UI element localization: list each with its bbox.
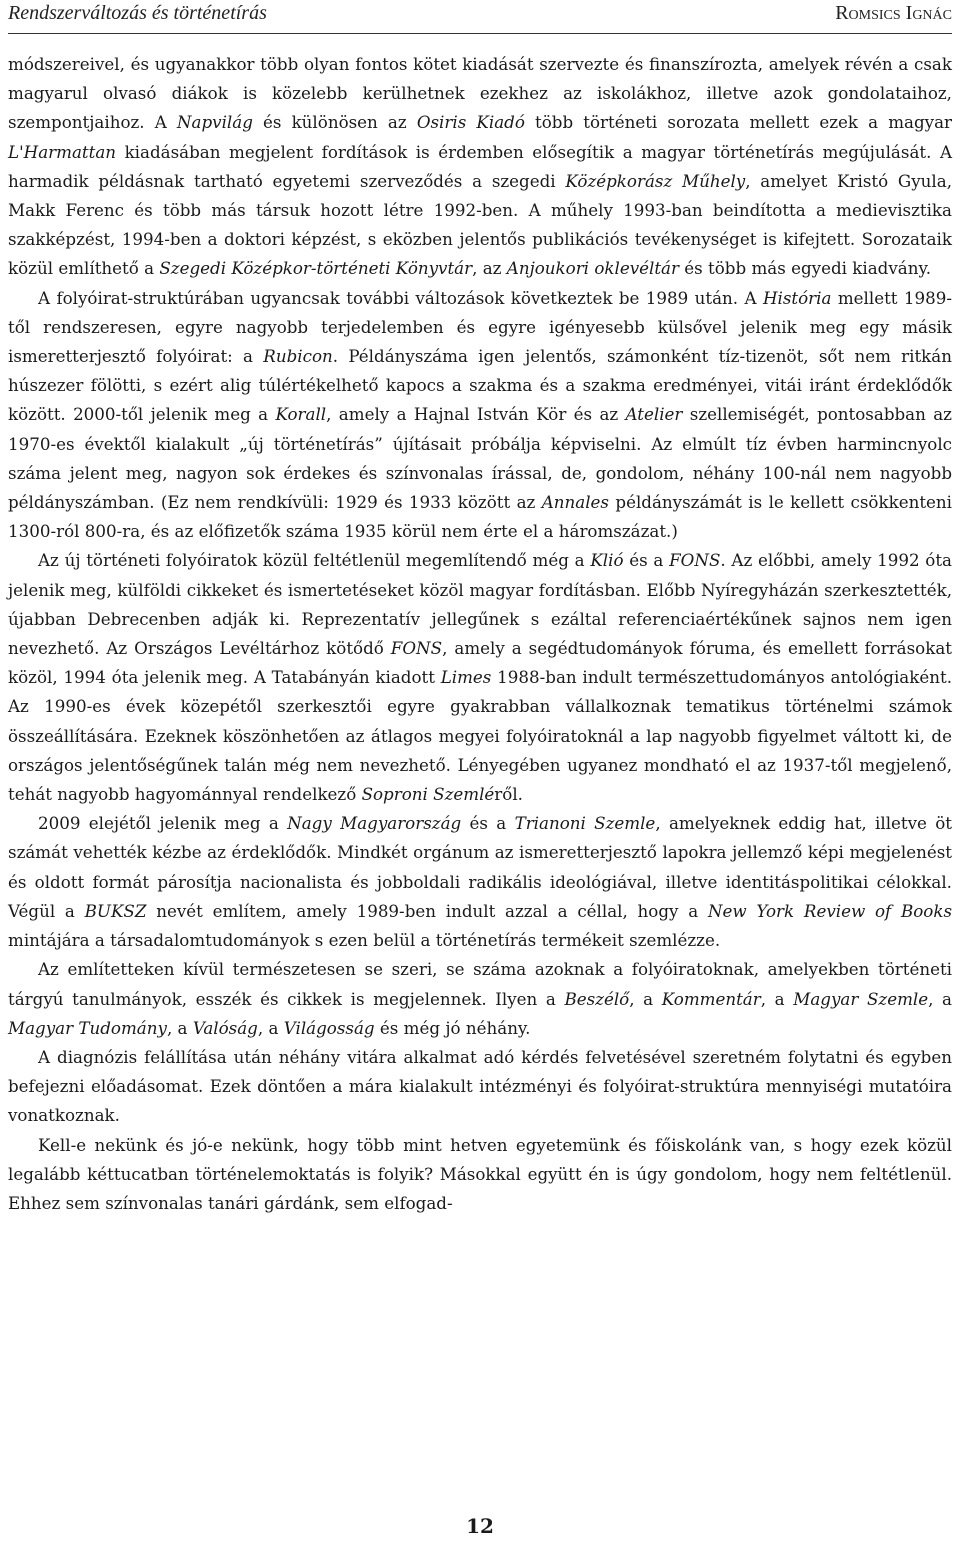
text-run: . Az előbbi, amely 1992 óta jelenik meg, külföldi cikkeket és ismertetéseket közöl magyar fordításban. Előbb Nyíregyházán szerkesztették, újabban Debrecenben adják ki. Reprezentatív jellegűnek s ezáltal referenciaértékűnek sajnos nem igen nevezhető. Az Országos Levéltárhoz kötődő: [8, 550, 952, 659]
italic-title: Osiris Kiadó: [416, 112, 525, 133]
text-run: 1988-ban indult természettudományos antológiaként. Az 1990-es évek közepétől szerkesztői egyre gyakrabban vállalkoznak tematikus történelmi számok összeállítására. Ezeknek köszönhetően az átlagos megyei folyóiratoknál a lap nagyobb figyelmet váltott ki, de országos jelentőségűnek talán még nem nevezhető. Lényegében ugyanez mondható el az 1937-től megjelenő, tehát nagyobb hagyománnyal rendelkező: [8, 667, 952, 805]
text-run: módszereivel, és ugyanakkor több olyan fontos kötet kiadását szervezte és finanszírozta, amelyek révén a csak magyarul olvasó diákok is közelebb kerülhetnek ezekhez az iskolákhoz, illetve azok gondolataihoz, szempontjaihoz. A: [8, 54, 952, 133]
italic-title: Soproni Szemlé: [361, 784, 495, 805]
italic-title: FONS: [669, 550, 721, 571]
italic-title: Kommentár: [661, 988, 761, 1009]
text-run: . Példányszáma igen jelentős, számonként tíz-tizenöt, sőt nem ritkán húszezer fölötti, s ezért alig túlértékelhető kapocs a szakma és a szakma eredményei, vitái iránt érdeklődők között. 2000-től jelenik meg a: [8, 346, 952, 425]
italic-title: Limes: [440, 667, 492, 688]
text-run: , a: [257, 1017, 284, 1038]
text-run: Az említetteken kívül természetesen se szeri, se száma azoknak a folyóiratoknak, amelyekben történeti tárgyú tanulmányok, esszék és cikkek is megjelennek. Ilyen a: [8, 959, 952, 1009]
italic-title: L'Harmattan: [8, 141, 117, 162]
paragraph: [8, 1131, 952, 1219]
text-run: nevét említem, amely 1989-ben indult azzal a céllal, hogy a: [146, 900, 708, 921]
running-header: [8, 0, 952, 28]
italic-title: História: [762, 287, 832, 308]
italic-title: FONS: [390, 638, 443, 659]
text-run: , amelyet Kristó Gyula, Makk Ferenc és több más társuk hozott létre 1992-ben. A műhely 1993-ban beindította a medievisztika szakképzést, 1994-ben a doktori képzést, s eközben jelentős publikációs tevékenységet is kifejtett. Sorozataik közül említhető a: [8, 170, 952, 279]
header-author: Romsics Ignác: [835, 2, 952, 24]
text-run: mellett 1989-től rendszeresen, egyre nagyobb terjedelemben és egyre igényesebb külsővel jelenik meg egy másik ismeretterjesztő folyóirat: a: [8, 287, 952, 367]
text-run: ről.: [494, 784, 523, 805]
italic-title: Annales: [541, 492, 609, 513]
paragraph: [8, 955, 952, 1043]
text-run: Kell-e nekünk és jó-e nekünk, hogy több mint hetven egyetemünk és főiskolánk van, s hogy ezek közül legalább kéttucatban történelemoktatás is folyik? Másokkal együtt én is úgy gondolom, hogy nem feltétlenül. Ehhez sem színvonalas tanári gárdánk, sem elfogad-: [8, 1134, 952, 1213]
paragraph: [8, 1043, 952, 1131]
italic-title: Korall: [275, 404, 327, 425]
text-run: , a: [760, 988, 794, 1009]
text-run: , a: [629, 988, 662, 1009]
text-run: és különösen az: [252, 112, 417, 133]
paragraph: [8, 809, 952, 955]
italic-title: New York Review of Books: [707, 900, 953, 921]
paragraph: [8, 50, 952, 284]
italic-title: Valóság: [192, 1017, 258, 1038]
italic-title: Anjoukori oklevéltár: [506, 258, 679, 279]
text-run: 2009 elejétől jelenik meg a: [38, 813, 288, 834]
italic-title: Középkorász Műhely: [565, 170, 746, 191]
italic-title: Klió: [590, 550, 624, 571]
italic-title: Magyar Tudomány: [8, 1017, 167, 1038]
text-run: és a: [461, 813, 515, 834]
text-run: példányszámát is le kellett csökkenteni 1300-ról 800-ra, és az előfizetők száma 1935 körül nem érte el a háromszázat.): [8, 492, 952, 542]
italic-title: Szegedi Középkor-történeti Könyvtár: [159, 258, 473, 279]
text-run: , a: [166, 1017, 193, 1038]
text-run: és a: [623, 550, 670, 571]
italic-title: Atelier: [625, 404, 683, 425]
text-run: Az új történeti folyóiratok közül feltétlenül megemlítendő még a: [38, 550, 591, 571]
italic-title: Magyar Szemle: [793, 988, 929, 1009]
text-run: A diagnózis felállítása után néhány vitára alkalmat adó kérdés felvetésével szeretném folytatni és egyben befejezni előadásomat. Ezek döntően a mára kialakult intézményi és folyóirat-struktúra mennyiségi mutatóira vonatkoznak.: [8, 1046, 952, 1126]
italic-title: Világosság: [283, 1017, 375, 1038]
paragraph: [8, 546, 952, 809]
text-run: mintájára a társadalomtudományok s ezen belül a történetírás termékeit szemlézze.: [8, 930, 721, 951]
text-run: több történeti sorozata mellett ezek a magyar: [524, 112, 953, 133]
paragraph: [8, 284, 952, 547]
text-run: , az: [472, 258, 507, 279]
italic-title: BUKSZ: [84, 900, 147, 921]
header-title: Rendszerváltozás és történetírás: [8, 2, 267, 24]
text-run: , amely a segédtudományok fóruma, és emellett forrásokat közöl, 1994 óta jelenik meg. A Tatabányán kiadott: [8, 638, 952, 688]
text-run: szellemiségét, pontosabban az 1970-es évektől kialakult „új történetírás” újításait próbálja képviselni. Az elmúlt tíz évben harmincnyolc száma jelent meg, nagyon sok érdekes és színvonalas írással, de, gondolom, néhány 100-nál nem nagyobb példányszámban. (Ez nem rendkívüli: 1929 és 1933 között az: [8, 404, 952, 513]
page-number: 12: [466, 1514, 494, 1538]
header-divider: [8, 33, 952, 34]
italic-title: Trianoni Szemle: [514, 813, 656, 834]
text-run: kiadásában megjelent fordítások is érdemben elősegítik a magyar történetírás megújulását. A harmadik példásnak tartható egyetemi szerveződés a szegedi: [8, 141, 952, 191]
italic-title: Rubicon: [263, 346, 333, 367]
text-run: , amelyeknek eddig hat, illetve öt számát vehették kézbe az érdeklődők. Mindkét orgánum az ismeretterjesztő lapokra jellemző képi megjelenést és oldott formát párosítja nacionalista és jobboldali radikális ideológiával, illetve identitáspolitikai célokkal. Végül a: [8, 813, 953, 921]
body-text: [8, 50, 952, 1218]
text-run: és több más egyedi kiadvány.: [678, 258, 931, 279]
text-run: , amely a Hajnal István Kör és az: [326, 404, 626, 425]
text-run: A folyóirat-struktúrában ugyancsak további változások következtek be 1989 után. A: [38, 287, 763, 308]
text-run: és még jó néhány.: [374, 1017, 531, 1038]
italic-title: Beszélő: [564, 988, 630, 1009]
italic-title: Napvilág: [176, 112, 253, 133]
text-run: , a: [928, 988, 952, 1009]
italic-title: Nagy Magyarország: [287, 813, 462, 834]
